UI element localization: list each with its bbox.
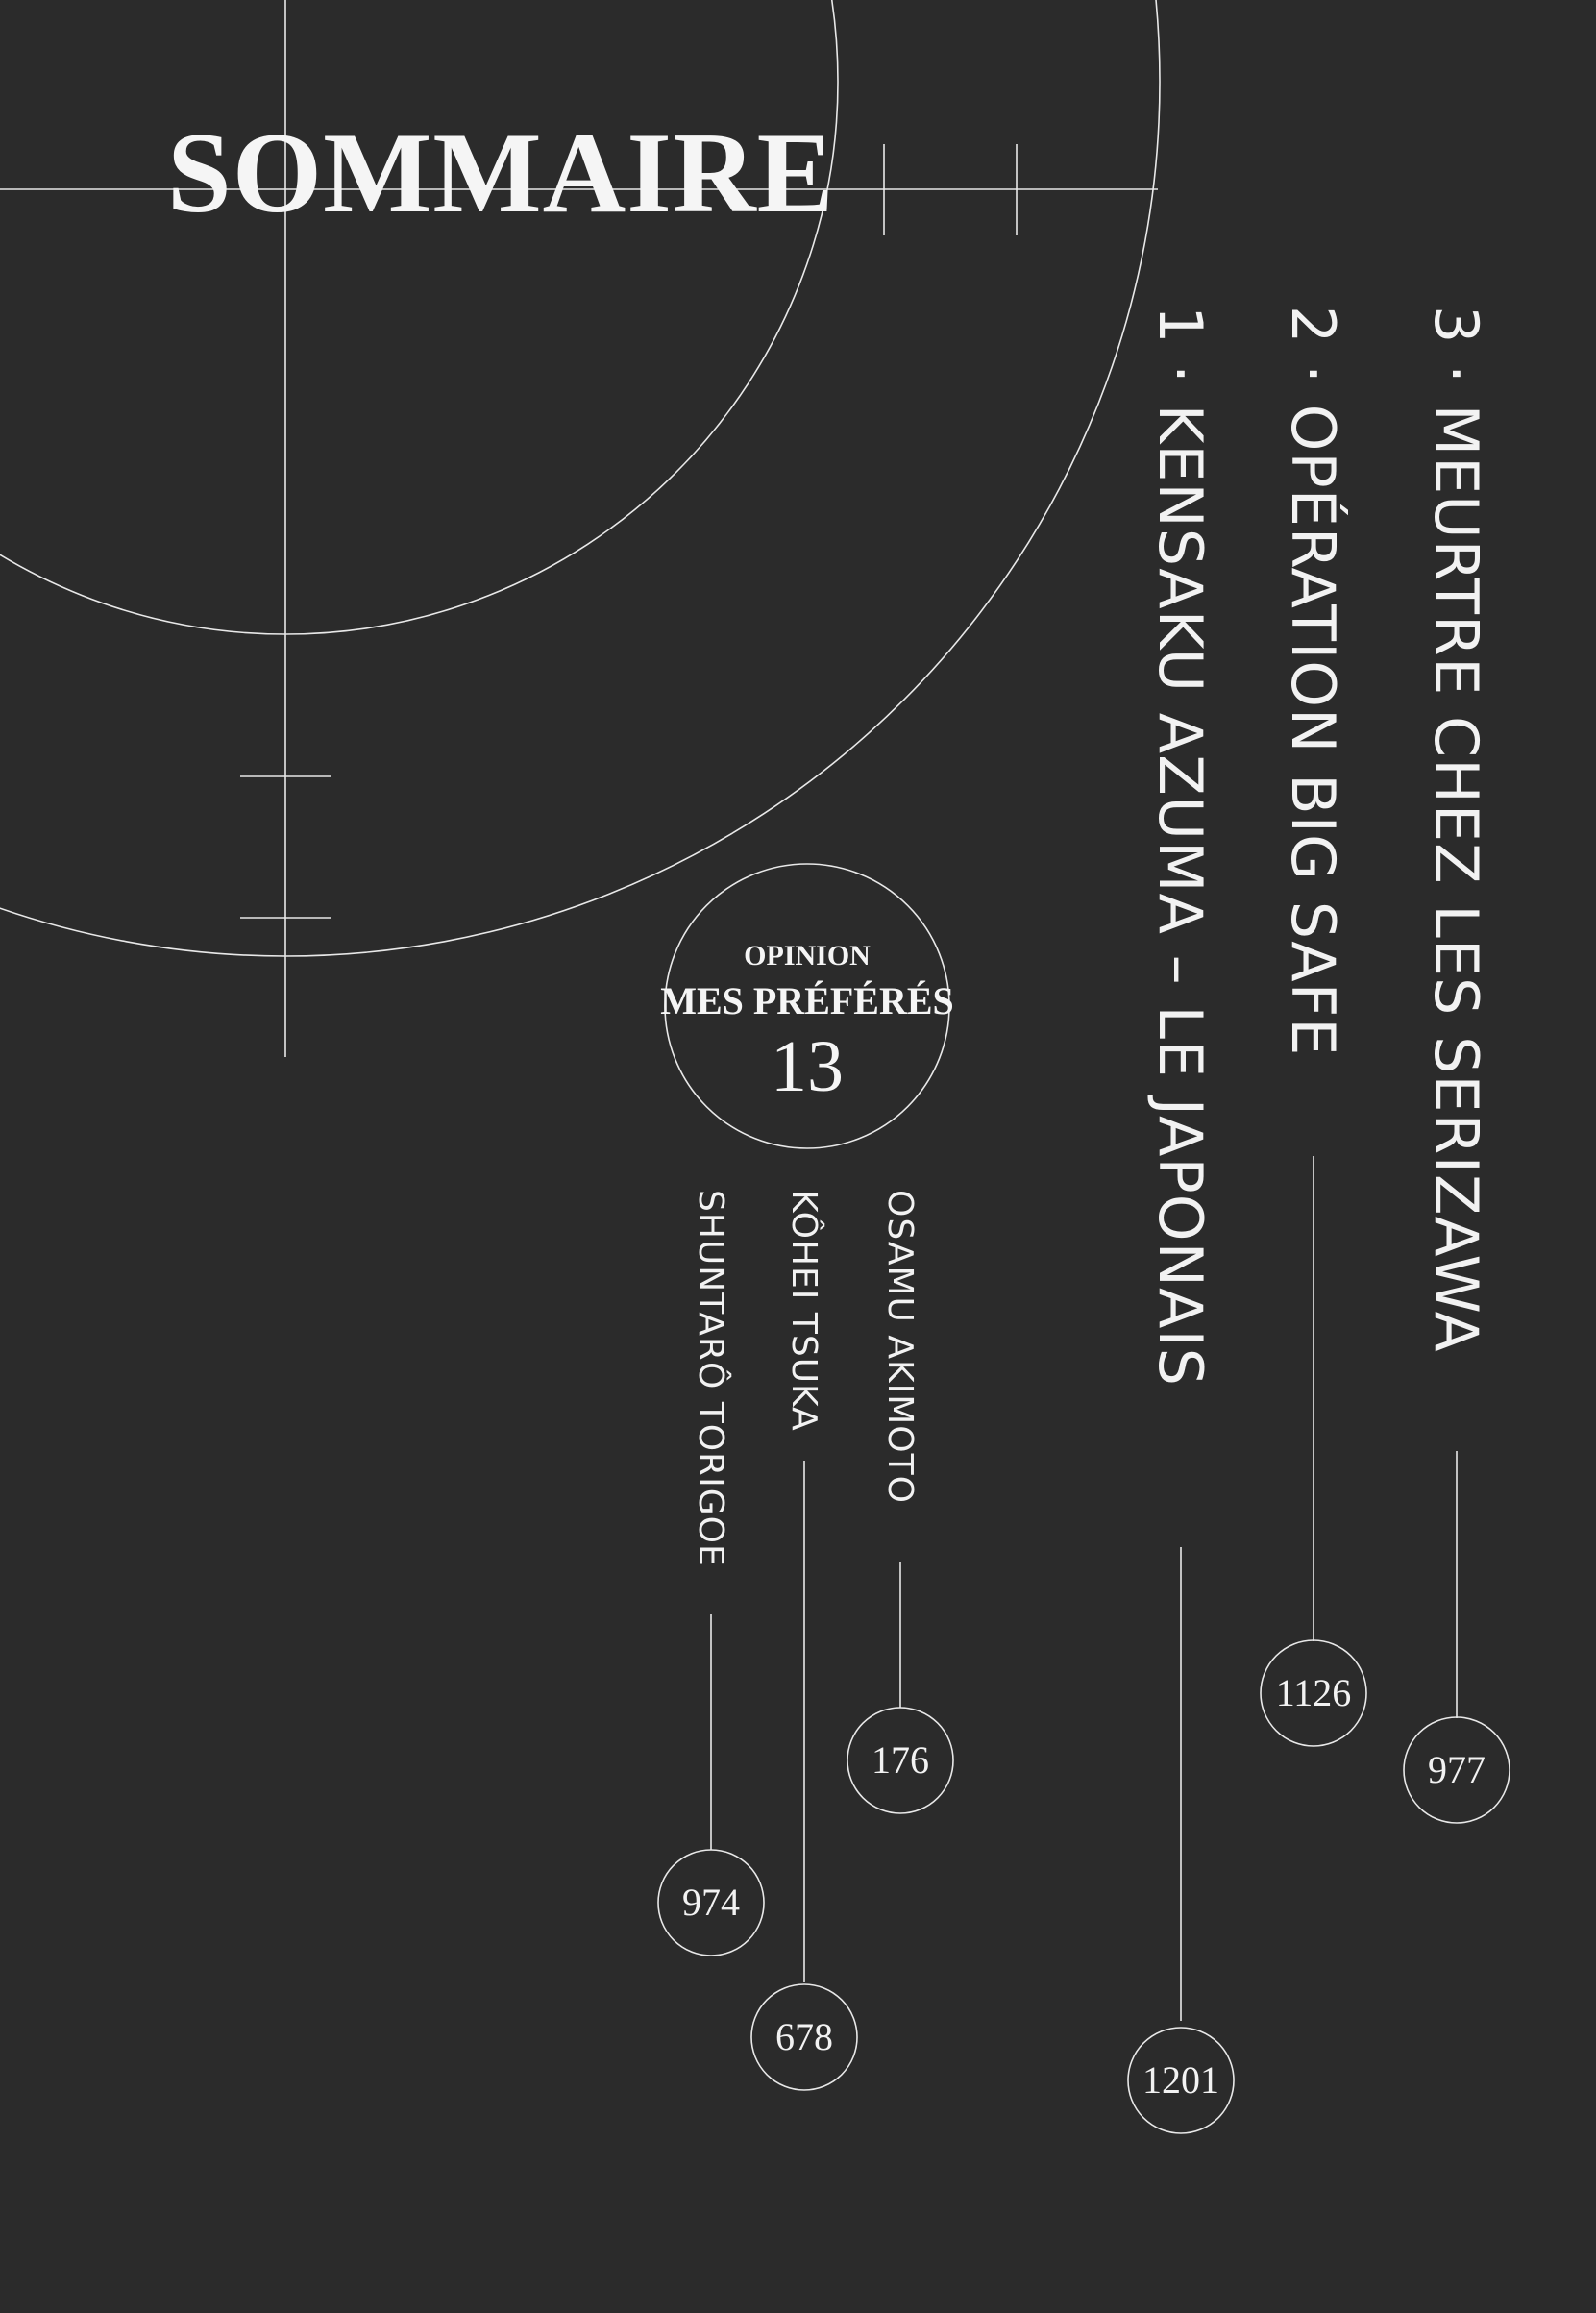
badge-number: 13 <box>771 1026 844 1107</box>
author-name: OSAMU AKIMOTO <box>880 1190 920 1504</box>
chapter-page-number: 977 <box>1428 1748 1486 1791</box>
chapter-title: 2 · OPÉRATION BIG SAFE <box>1278 306 1348 1057</box>
author-name: SHUNTARÔ TORIGOE <box>691 1190 730 1567</box>
chapter-title: 1 · KENSAKU AZUMA – LE JAPONAIS <box>1145 306 1215 1388</box>
author-name: KÔHEI TSUKA <box>784 1190 823 1432</box>
badge-kicker: OPINION <box>744 940 871 972</box>
chapter-title: 3 · MEURTRE CHEZ LES SERIZAWA <box>1421 306 1491 1353</box>
badge-title: MES PRÉFÉRÉS <box>660 979 954 1022</box>
page-title: SOMMAIRE <box>167 109 835 236</box>
author-page-number: 974 <box>682 1881 740 1924</box>
chapter-page-number: 1126 <box>1275 1671 1352 1714</box>
chapter-page-number: 1201 <box>1142 2058 1219 2102</box>
author-page-number: 176 <box>872 1738 929 1782</box>
author-page-number: 678 <box>775 2015 833 2058</box>
